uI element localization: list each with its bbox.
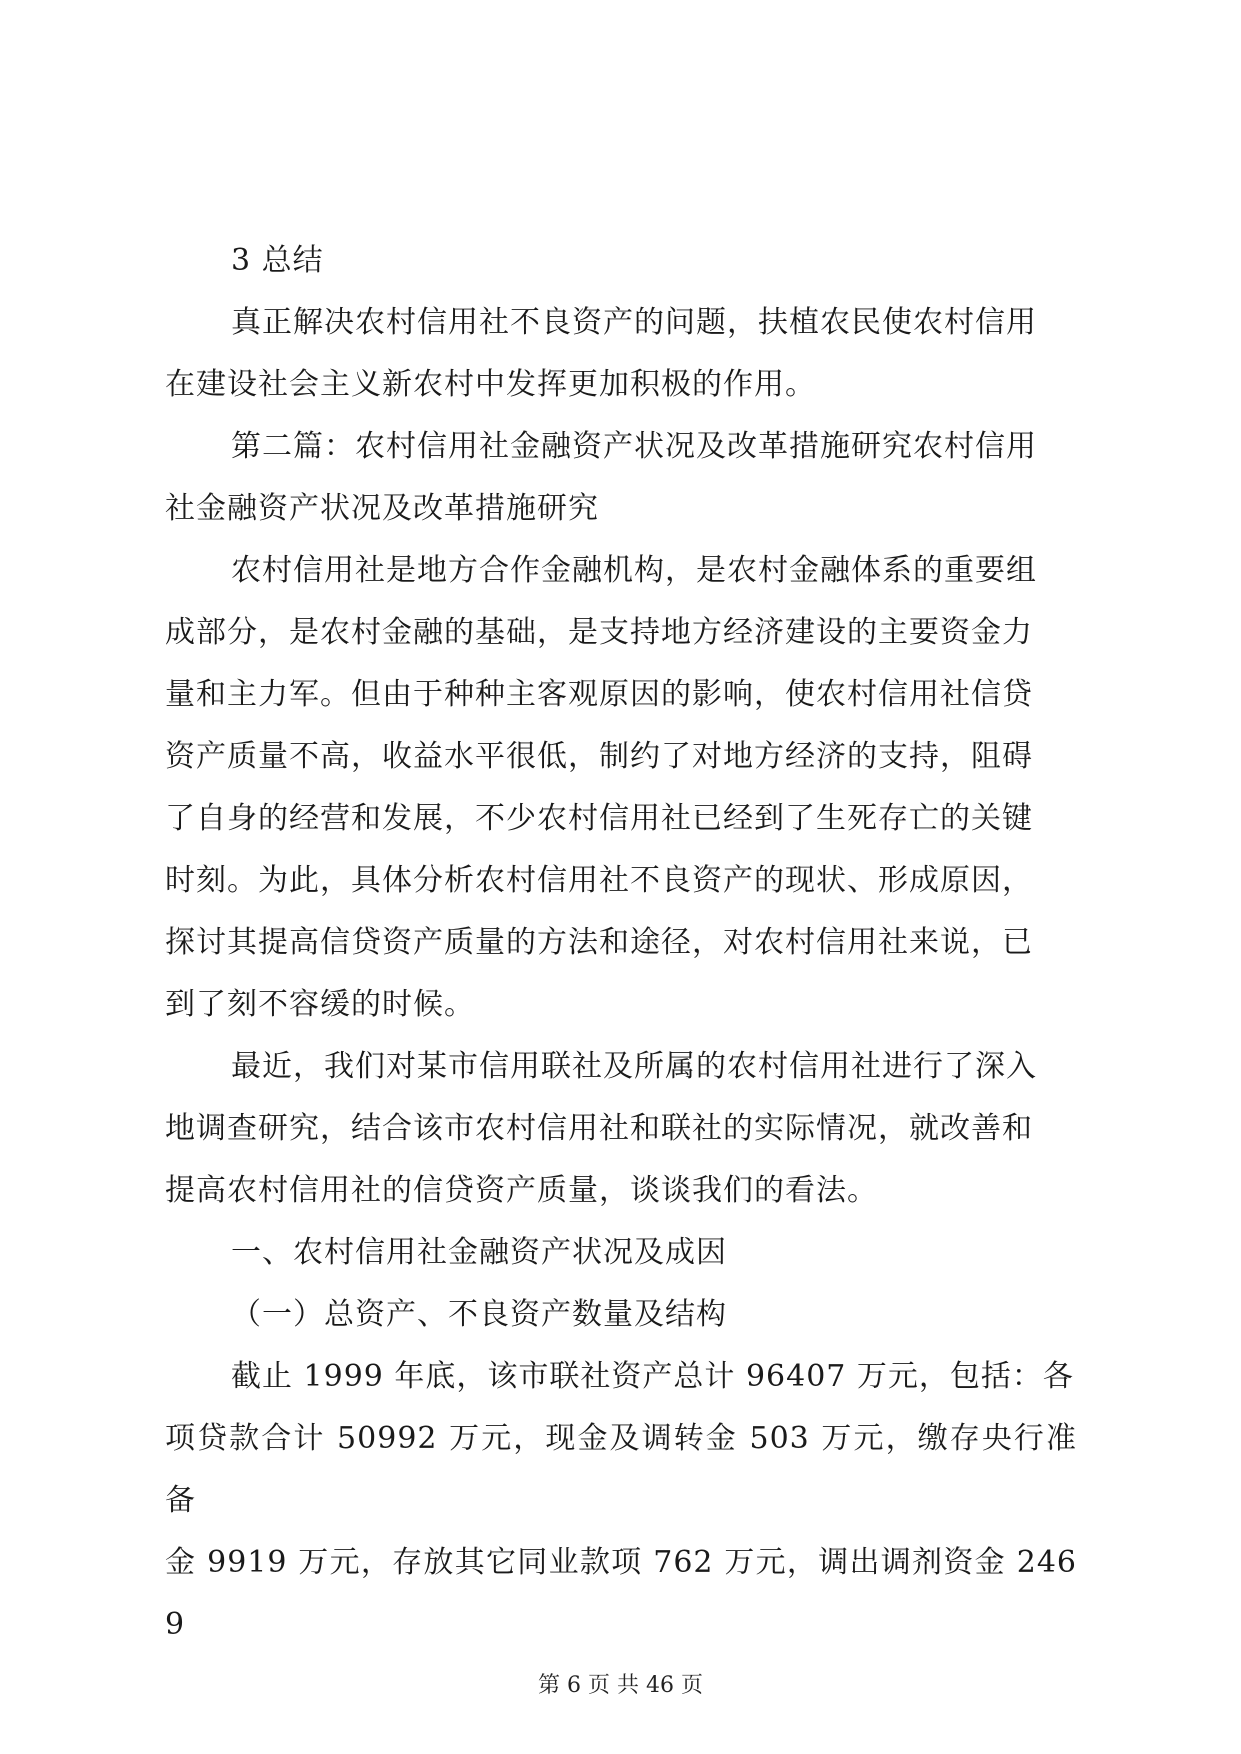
text-line: 项贷款合计 50992 万元，现金及调转金 503 万元，缴存央行准备 <box>165 1421 1077 1518</box>
document-body <box>165 230 1077 1656</box>
text-line: 量和主力军。但由于种种主客观原因的影响，使农村信用社信贷 <box>165 677 1033 712</box>
subsection-heading <box>165 1284 1077 1346</box>
text-line: （一）总资产、不良资产数量及结构 <box>231 1297 727 1332</box>
text-line: 提高农村信用社的信贷资产质量，谈谈我们的看法。 <box>165 1173 878 1208</box>
text-line: 最近，我们对某市信用联社及所属的农村信用社进行了深入 <box>231 1049 1037 1084</box>
text-line: 农村信用社是地方合作金融机构，是农村金融体系的重要组 <box>231 553 1037 588</box>
text-line: 真正解决农村信用社不良资产的问题，扶植农民使农村信用 <box>231 305 1037 340</box>
section-heading <box>165 230 1077 292</box>
text-line: 金 9919 万元，存放其它同业款项 762 万元，调出调剂资金 2469 <box>165 1545 1077 1642</box>
paragraph <box>165 416 1077 540</box>
text-line: 社金融资产状况及改革措施研究 <box>165 491 599 526</box>
text-line: 一、农村信用社金融资产状况及成因 <box>231 1235 727 1270</box>
paragraph <box>165 292 1077 416</box>
text-line: 了自身的经营和发展，不少农村信用社已经到了生死存亡的关键 <box>165 801 1033 836</box>
section-heading <box>165 1222 1077 1284</box>
text-line: 时刻。为此，具体分析农村信用社不良资产的现状、形成原因， <box>165 863 1033 898</box>
text-line: 第二篇：农村信用社金融资产状况及改革措施研究农村信用 <box>231 429 1037 464</box>
text-line: 地调查研究，结合该市农村信用社和联社的实际情况，就改善和 <box>165 1111 1033 1146</box>
paragraph <box>165 1036 1077 1222</box>
text-line: 3 总结 <box>231 243 324 278</box>
text-line: 资产质量不高，收益水平很低，制约了对地方经济的支持，阻碍 <box>165 739 1033 774</box>
text-line: 到了刻不容缓的时候。 <box>165 987 475 1022</box>
text-line: 成部分，是农村金融的基础，是支持地方经济建设的主要资金力 <box>165 615 1033 650</box>
paragraph <box>165 540 1077 1036</box>
text-line: 探讨其提高信贷资产质量的方法和途径，对农村信用社来说，已 <box>165 925 1033 960</box>
page-number: 第 6 页 共 46 页 <box>538 1673 703 1698</box>
text-line: 截止 1999 年底，该市联社资产总计 96407 万元，包括：各 <box>231 1359 1074 1394</box>
text-line: 在建设社会主义新农村中发挥更加积极的作用。 <box>165 367 816 402</box>
page-footer <box>0 1668 1241 1699</box>
paragraph <box>165 1346 1077 1656</box>
